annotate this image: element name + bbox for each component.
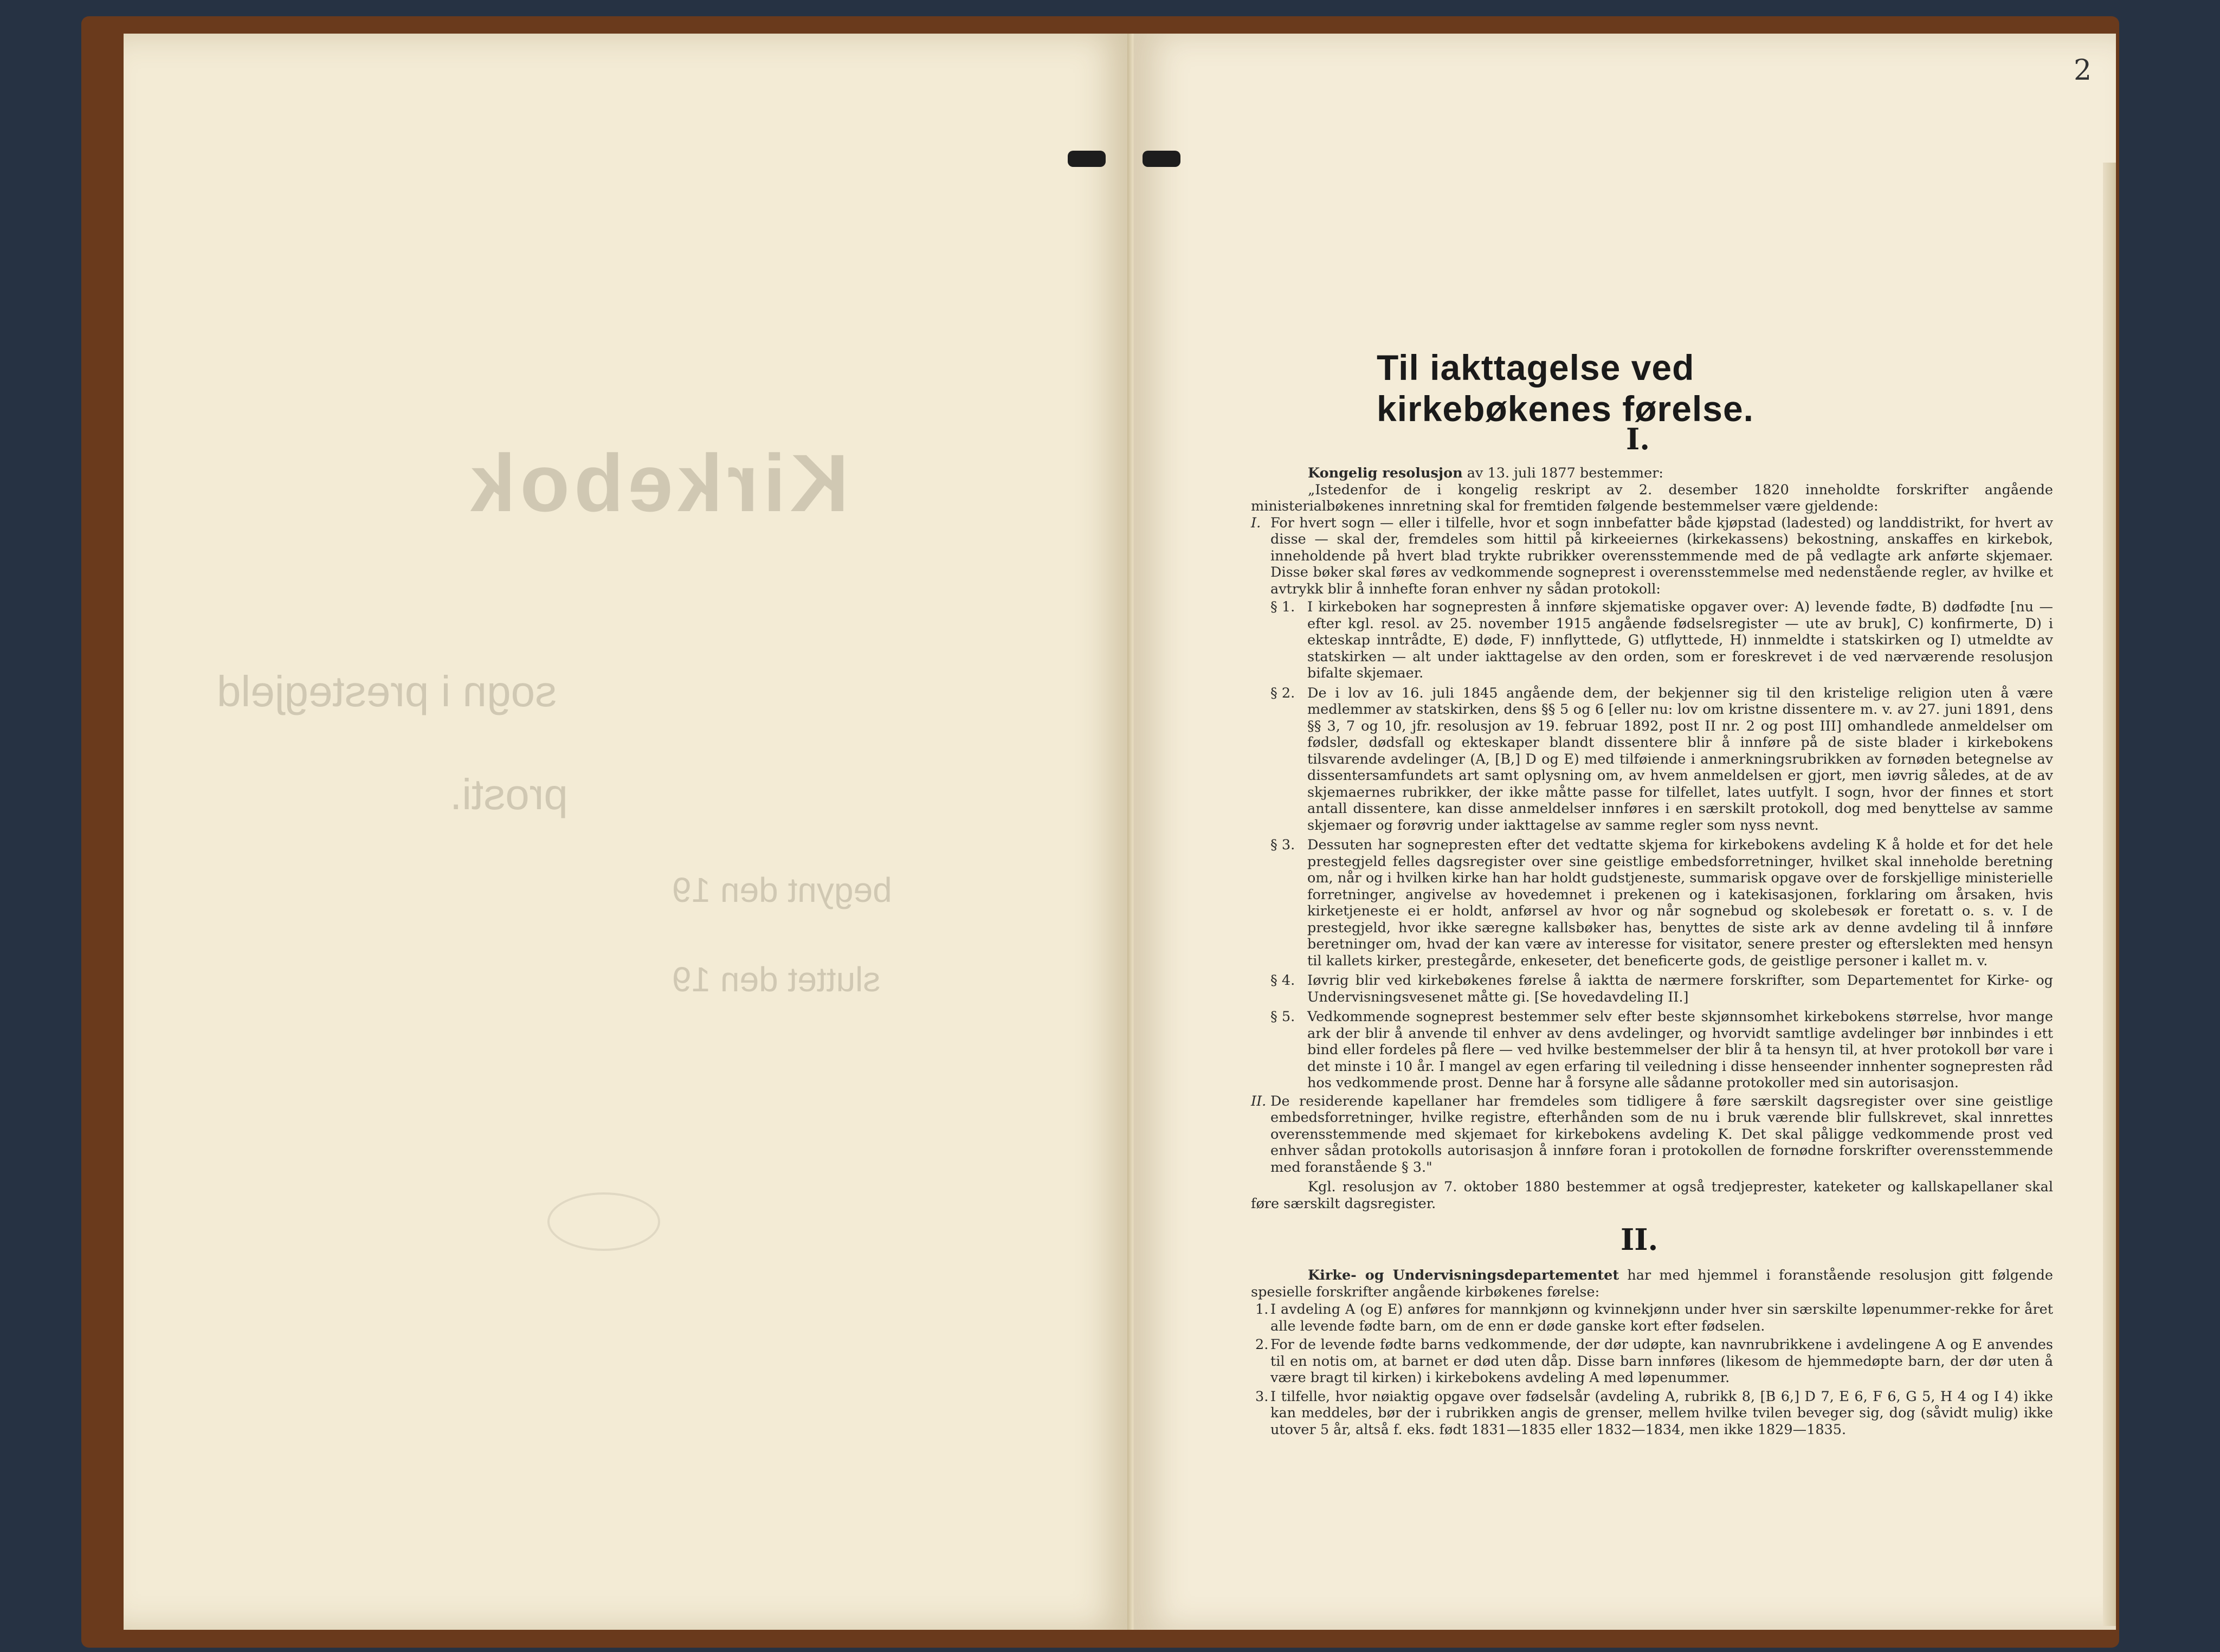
binding-tabs (1068, 142, 1217, 173)
item-mark: II. (1251, 1093, 1267, 1109)
item-mark: I. (1251, 514, 1261, 531)
section-1-body (1251, 465, 2053, 1212)
paragraph (1270, 1007, 2053, 1093)
item-I (1251, 515, 2053, 598)
binding-tab (1068, 151, 1106, 167)
item-text: I tilfelle, hvor nøiaktig opgave over fødselsår (avdeling A, rubrikk 8, [B 6,] D 7, E 6, F 6, G 5, H 4 og I 4) ikke kan meddeles, bør der i rubrikken angis de grenser, mellem hvilke tvilen beveger sig, dog (såvidt mulig) ikke utover 5 år, altså f. eks. født 1831—1835 eller 1832—1834, men ikke 1829—1835. (1270, 1388, 2053, 1438)
page-number: 2 (2074, 54, 2092, 87)
intro-bold: Kirke- og Undervisningsdepartementet (1308, 1267, 1619, 1283)
paragraph (1270, 683, 2053, 836)
paragraph-mark: § 5. (1270, 1009, 1295, 1025)
intro-paragraph (1251, 465, 2053, 482)
item-II (1251, 1093, 2053, 1176)
paragraph-text: Dessuten har sognepresten efter det vedtatte skjema for kirkebokens avdeling K å holde et for det hele prestegjeld felles dagsregister over sine geistlige embedsforretninger, hvilket skal inneholde beretning om, når og i hvilken kirke han har holdt gudstjeneste, summarisk opgave over de forskjellige ministerielle forretninger, angivelse av hovedemnet i prekenen og i katekisasjonen, forklaring om årsaken, hvis kirketjeneste ei er holdt, anførsel av hvor og når sognebud og skolebesøk er foretatt o. s. v. I de prestegjeld, hvor ikke særegne kallsbøker has, benyttes de siste ark av denne avdeling til å innføre beretninger om, hvad der kan være av interesse for visitator, senere prester og efterslekten med hensyn til kallets kirker, prestegårde, enkeseter, det beneficerte gods, de geistlige personer i kallet m. v. (1307, 837, 2053, 969)
bleed-through-line: sogn i prestegjeld (217, 667, 557, 715)
bleed-through-line: begynt den 19 (672, 870, 892, 909)
bleed-through-title: Kirkebok (466, 437, 849, 528)
section-2-body (1251, 1267, 2053, 1439)
numbered-item (1251, 1388, 2053, 1440)
item-number: 2. (1255, 1337, 1269, 1353)
left-page (124, 34, 1131, 1630)
item-text: I avdeling A (og E) anføres for mannkjønn og kvinnekjønn under hver sin særskilte løpenummer-rekke for året alle levende fødte barn, om de enn er døde ganske kort efter fødselen. (1270, 1301, 2053, 1334)
closing-paragraph: Kgl. resolusjon av 7. oktober 1880 bestemmer at også tredjeprester, kateketer og kallskapellaner skal føre særskilt dagsregister. (1251, 1179, 2053, 1212)
paragraph-text: Iøvrig blir ved kirkebøkenes førelse å iaktta de nærmere forskrifter, som Departementet for Kirke- og Undervisningsvesenet måtte gi. [Se hovedavdeling II.] (1307, 972, 2053, 1005)
intro-bold: Kongelig resolusjon (1308, 465, 1463, 481)
paragraph-list (1251, 597, 2053, 1093)
paragraph-text: De i lov av 16. juli 1845 angående dem, der bekjenner sig til den kristelige religion uten å være medlemmer av statskirken, dens §§ 5 og 6 [eller nu: lov om kristne dissentere m. v. av 27. juni 1891, dens §§ 3, 7 og 10, jfr. resolusjon av 19. februar 1892, post II nr. 2 og post III] omhandlede anmeldelser om fødsler, dødsfall og ekteskaper blandt dissentere blir å innføre på de siste blader i kirkebokens tilsvarende avdelinger (A, [B,] D og E) med tilføiende i anmerkningsrubrikken av fornøden betegnelse av dissentersamfundets art samt oplysning om, av hvem anmeldelsen er gjort, men iøvrig således, at de av skjemaernes rubrikker, der ikke måtte passe for tilfellet, lates uutfylt. I sogn, hvor der finnes et stort antall dissentere, kan disse anmeldelser innføres i en særskilt protokoll, dog med benyttelse av samme skjemaer og forøvrig under iakttagelse av samme regler som nyss nevnt. (1307, 685, 2053, 834)
bleed-through-line: prosti. (450, 770, 568, 818)
numbered-item (1251, 1300, 2053, 1335)
intro-rest: har med hjemmel i foranstående resolusjon gitt følgende spesielle forskrifter angående kirbøkenes førelse: (1251, 1267, 2053, 1300)
item-text: For hvert sogn — eller i tilfelle, hvor et sogn innbefatter både kjøpstad (ladested) og landdistrikt, for hvert av disse — skal der, fremdeles som hittil på kirkeeiernes (kirkekassens) bekostning, anskaffes en kirkebok, inneholdende på hvert blad trykte rubrikker overensstemmende med de på vedlagte ark anførte skjemaer. Disse bøker skal føres av vedkommende sogneprest i overensstemmelse med nedenstående regler, av hvilke et avtrykk blir å innhefte foran enhver ny sådan protokoll: (1270, 514, 2053, 597)
paragraph-mark: § 3. (1270, 837, 1295, 853)
section-heading: II. (1621, 1222, 1658, 1257)
quote-paragraph: „Istedenfor de i kongelig reskript av 2. desember 1820 inneholdte forskrifter angående ministerialbøkenes innretning skal for fremtiden følgende bestemmelser være gjeldende: (1251, 481, 2053, 514)
paragraph (1270, 835, 2053, 971)
paragraph-text: I kirkeboken har sognepresten å innføre skjematiske opgaver over: A) levende fødte, B) dødfødte [nu — efter kgl. resol. av 25. november 1915 angående fødselsregister — ute av bruk], C) konfirmerte, D) i ekteskap inntrådte, E) døde, F) innflyttede, G) utflyttede, H) innmeldte i statskirken og I) utmeldte av statskirken — alt under iakttagelse av den orden, som er foreskrevet i de ved nærværende resolusjon bifalte skjemaer. (1307, 599, 2053, 681)
bleed-through-line: sluttet den 19 (672, 960, 881, 999)
intro-rest: av 13. juli 1877 bestemmer: (1462, 465, 1663, 481)
paragraph (1270, 971, 2053, 1007)
paragraph-mark: § 1. (1270, 599, 1295, 615)
item-text: De residerende kapellaner har fremdeles som tidligere å føre særskilt dagsregister over sine geistlige embedsforretninger, hvilke registre, efterhånden som de nu i bruk værende blir fullskrevet, skal innrettes overensstemmende med skjemaet for kirkebokens avdeling K. Det skal påligge vedkommende prost ved enhver sådan protokolls autorisasjon å innføre foran i protokollen de fornødne forskrifter overensstemmende med foranstående § 3." (1270, 1093, 2053, 1176)
item-number: 1. (1255, 1301, 1269, 1318)
paragraph-mark: § 2. (1270, 685, 1295, 701)
paragraph-text: Vedkommende sogneprest bestemmer selv efter beste skjønnsomhet kirkebokens størrelse, hvor mange ark der blir å anvende til enhver av dens avdelinger, og hvorvidt samtlige avdelinger bør innbindes i ett bind eller fordeles på flere — ved hvilke bestemmelser der blir å ta hensyn til, at hver protokoll bør vare i det minste i 10 år. I mangel av egen erfaring til veiledning i disse henseender innhenter sognepresten råd hos vedkommende prost. Denne har å forsyne alle sådanne protokoller med sin autorisasjon. (1307, 1009, 2053, 1091)
bleed-through-seal (547, 1192, 660, 1251)
paragraph-mark: § 4. (1270, 972, 1295, 989)
numbered-item (1251, 1335, 2053, 1388)
binding-tab (1143, 151, 1180, 167)
item-text: For de levende fødte barns vedkommende, der dør udøpte, kan navnrubrikkene i avdelingene A og E anvendes til en notis om, at barnet er død uten dåp. Disse barn innføres (likesom de hjemmedøpte barn, der dør uten å være bragt til kirken) i kirkebokens avdeling A med løpenummer. (1270, 1337, 2053, 1386)
page-edges (2103, 163, 2116, 1626)
page-title: Til iakttagelse ved kirkebøkenes førelse. (1377, 347, 1754, 429)
item-number: 3. (1255, 1388, 1269, 1405)
section-heading: I. (1626, 422, 1650, 456)
intro-paragraph (1251, 1267, 2053, 1300)
paragraph (1270, 597, 2053, 683)
